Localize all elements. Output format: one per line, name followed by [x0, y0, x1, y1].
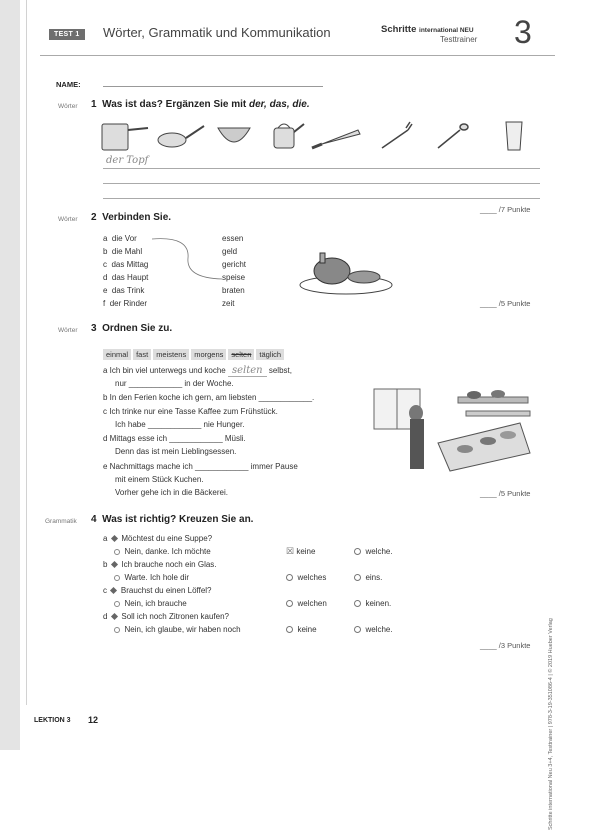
brand-main: Schritte	[381, 24, 417, 35]
q2-left-item[interactable]: b die Mahl	[103, 247, 143, 256]
q1-number: 1	[91, 99, 97, 110]
q3-item-e-line-1[interactable]: e Nachmittags mache ich ____________ immer Pause	[103, 462, 298, 471]
q2-left-item[interactable]: c das Mittag	[103, 260, 149, 269]
radio-icon	[354, 574, 361, 581]
q3-item-d-line-1[interactable]: d Mittags esse ich ____________ Müsli.	[103, 434, 246, 443]
q1-object-images	[100, 118, 530, 154]
wordbank-item: morgens	[191, 349, 226, 360]
wordbank-item: einmal	[103, 349, 131, 360]
q4-item-a-answer: Nein, danke. Ich möchte	[114, 545, 211, 558]
name-label: NAME:	[56, 80, 81, 89]
q4-c-option-2[interactable]: keinen.	[354, 597, 391, 610]
brand-small: international NEU	[419, 27, 474, 34]
q4-item-c-question: c Brauchst du einen Löffel?	[103, 586, 212, 595]
q1-example-answer: der Topf	[106, 155, 149, 166]
spoon-icon	[438, 124, 468, 148]
q4-b-option-2[interactable]: eins.	[354, 571, 382, 584]
q3-points: ____ /5 Punkte	[480, 489, 531, 498]
q3-item-a-line-2[interactable]: nur ____________ in der Woche.	[115, 379, 234, 388]
q3-example-answer: selten	[228, 365, 267, 377]
pot-icon	[102, 124, 148, 150]
bowl-icon	[218, 128, 250, 142]
footer-lektion: LEKTION 3	[34, 717, 71, 724]
speaker-a-icon	[110, 587, 117, 594]
speaker-b-icon	[114, 627, 120, 633]
q2-right-item[interactable]: braten	[222, 286, 245, 295]
q1-title-text: Was ist das? Ergänzen Sie mit	[102, 99, 250, 110]
q1-title	[91, 99, 310, 110]
q4-item-a-question: a Möchtest du eine Suppe?	[103, 534, 213, 543]
q2-number: 2	[91, 212, 97, 223]
q4-item-c-answer: Nein, ich brauche	[114, 597, 187, 610]
q3-tag: Wörter	[58, 327, 78, 334]
radio-icon	[286, 626, 293, 633]
spine-divider	[26, 0, 27, 705]
brand-subtitle: Testtrainer	[440, 35, 478, 44]
q4-tag: Grammatik	[45, 518, 77, 525]
q4-item-b-answer: Warte. Ich hole dir	[114, 571, 189, 584]
q1-tag: Wörter	[58, 103, 78, 110]
test-badge: TEST 1	[49, 29, 85, 40]
q2-left-item[interactable]: a die Vor	[103, 234, 137, 243]
q3-item-c-line-1: c Ich trinke nur eine Tasse Kaffee zum Frühstück.	[103, 407, 278, 416]
q1-title-emphasis: der, das, die.	[249, 99, 310, 110]
fork-icon	[382, 122, 412, 148]
q1-points: ____ /7 Punkte	[480, 205, 531, 214]
brand-name	[381, 24, 474, 35]
q4-item-b-question: b Ich brauche noch ein Glas.	[103, 560, 217, 569]
q2-right-item[interactable]: speise	[222, 273, 246, 282]
q2-left-column	[103, 232, 148, 310]
speaker-a-icon	[111, 535, 118, 542]
q3-item-e-line-2: mit einem Stück Kuchen.	[115, 475, 204, 484]
book-number: 3	[514, 14, 532, 50]
q2-right-item[interactable]: geld	[222, 247, 238, 256]
glass-icon	[506, 122, 522, 150]
wordbank-item: meistens	[153, 349, 189, 360]
header-divider	[40, 55, 555, 56]
q4-d-option-2[interactable]: welche.	[354, 623, 393, 636]
q4-item-d-question: d Soll ich noch Zitronen kaufen?	[103, 612, 229, 621]
q2-tag: Wörter	[58, 216, 78, 223]
q3-item-e-line-3: Vorher gehe ich in die Bäckerei.	[115, 488, 228, 497]
q2-left-item[interactable]: e das Trink	[103, 286, 145, 295]
radio-icon	[354, 626, 361, 633]
q3-item-c-line-2[interactable]: Ich habe ____________ nie Hunger.	[115, 420, 245, 429]
speaker-a-icon	[111, 613, 118, 620]
bakery-illustration	[370, 383, 538, 473]
page-number: 12	[88, 715, 99, 725]
q3-item-d-line-2: Denn das ist mein Lieblingsessen.	[115, 447, 237, 456]
page-title: Wörter, Grammatik und Kommunikation	[103, 25, 331, 40]
q4-a-option-2[interactable]: welche.	[354, 545, 393, 558]
radio-icon	[354, 600, 361, 607]
pan-icon	[158, 126, 204, 147]
page-spine	[0, 0, 20, 750]
q2-title-text: Verbinden Sie.	[102, 212, 172, 223]
radio-icon	[354, 548, 361, 555]
q3-number: 3	[91, 323, 97, 334]
q2-left-item[interactable]: f der Rinder	[103, 299, 148, 308]
q1-line-3[interactable]	[103, 198, 540, 199]
q4-a-option-1[interactable]: ☒ keine	[286, 546, 316, 556]
q4-b-option-1[interactable]: welches	[286, 571, 326, 584]
q2-title	[91, 212, 171, 223]
q3-wordbank	[103, 344, 286, 362]
q2-right-column	[222, 232, 246, 310]
name-field[interactable]	[103, 86, 323, 87]
q4-points: ____ /3 Punkte	[480, 641, 531, 650]
q2-right-item[interactable]: gericht	[222, 260, 247, 269]
q4-item-d-answer: Nein, ich glaube, wir haben noch	[114, 623, 241, 636]
copyright-vertical: Schritte international Neu 3+4, Testtrainer | 978-3-19-351086-4 | © 2019 Hueber Verlag	[548, 618, 554, 830]
q3-title-text: Ordnen Sie zu.	[102, 323, 173, 334]
wordbank-item: fast	[133, 349, 151, 360]
speaker-a-icon	[111, 561, 118, 568]
q2-left-item[interactable]: d das Haupt	[103, 273, 149, 282]
q2-right-item[interactable]: essen	[222, 234, 244, 243]
q2-example-connector	[150, 236, 225, 282]
q2-points: ____ /5 Punkte	[480, 299, 531, 308]
radio-icon	[286, 574, 293, 581]
q3-item-a-line-1: a Ich bin viel unterwegs und koche selten selbst,	[103, 365, 292, 376]
q1-line-2[interactable]	[103, 183, 540, 184]
speaker-b-icon	[114, 549, 120, 555]
q4-title-text: Was ist richtig? Kreuzen Sie an.	[102, 514, 254, 525]
q3-title	[91, 323, 172, 334]
radio-icon	[286, 600, 293, 607]
q4-c-option-1[interactable]: welchen	[286, 597, 327, 610]
q4-title	[91, 514, 253, 525]
q3-item-b[interactable]: b In den Ferien koche ich gern, am liebsten ____________.	[103, 393, 315, 402]
q1-line-1[interactable]	[103, 168, 540, 169]
roast-dish-illustration	[296, 245, 396, 297]
knife-icon	[312, 130, 360, 148]
q4-d-option-1[interactable]: keine	[286, 623, 317, 636]
speaker-b-icon	[114, 575, 120, 581]
speaker-b-icon	[114, 601, 120, 607]
wordbank-item: täglich	[256, 349, 284, 360]
wordbank-item-used: selten	[228, 349, 254, 360]
q2-right-item[interactable]: zeit	[222, 299, 235, 308]
checked-x-icon: ☒	[286, 546, 295, 556]
kettle-icon	[274, 124, 304, 148]
q4-number: 4	[91, 514, 97, 525]
